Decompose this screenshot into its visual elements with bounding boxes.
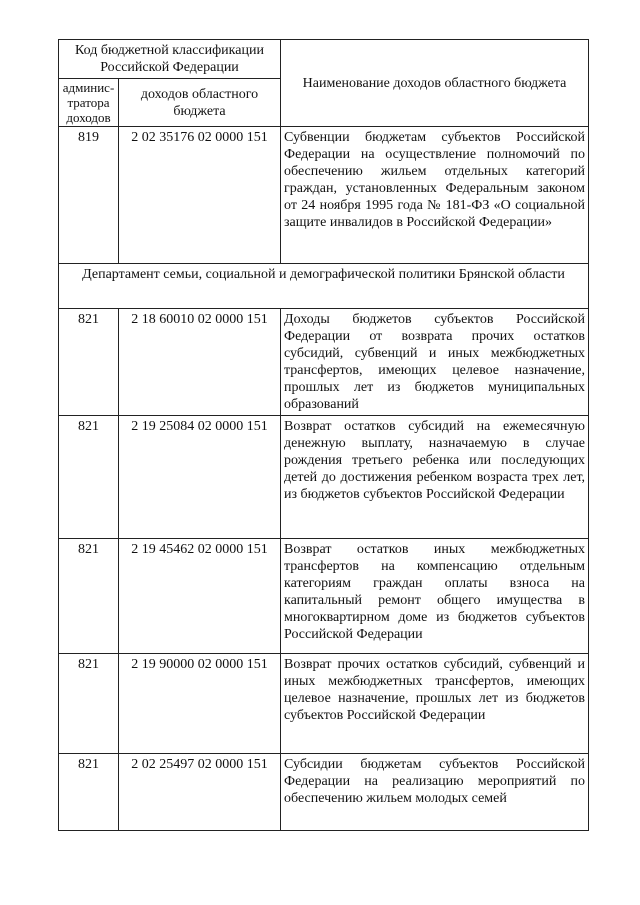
revenue-code-cell: 2 19 25084 02 0000 151 <box>119 416 281 539</box>
admin-code-cell: 821 <box>59 416 119 539</box>
admin-code-cell: 821 <box>59 539 119 654</box>
admin-code-cell: 821 <box>59 309 119 416</box>
revenue-code-cell: 2 02 25497 02 0000 151 <box>119 754 281 831</box>
budget-classification-table <box>58 39 589 831</box>
section-header-row <box>59 264 589 309</box>
revenue-name-cell: Возврат остатков иных межбюджетных трансфертов на компенсацию отдельным категориям граждан оплаты взноса на капитальный ремонт общего имущества в многоквартирном доме из бюджетов субъектов Российской Федерации <box>281 539 589 654</box>
table-row <box>59 754 589 831</box>
table-row <box>59 309 589 416</box>
revenue-name-cell: Доходы бюджетов субъектов Российской Федерации от возврата прочих остатков субсидий, субвенций и иных межбюджетных трансфертов, имеющих целевое назначение, прошлых лет из бюджетов муниципальных образований <box>281 309 589 416</box>
code-group-header: Код бюджетной классификации Российской Федерации <box>59 40 281 79</box>
header-row-group <box>59 40 589 79</box>
revenue-name-cell: Возврат прочих остатков субсидий, субвенций и иных межбюджетных трансфертов, имеющих целевое назначение, прошлых лет из бюджетов субъектов Российской Федерации <box>281 654 589 754</box>
section-title: Департамент семьи, социальной и демографической политики Брянской области <box>59 264 589 309</box>
revenue-name-cell: Возврат остатков субсидий на ежемесячную денежную выплату, назначаемую в случае рождения третьего ребенка или последующих детей до достижения ребенком возраста трех лет, из бюджетов субъектов Российской Федерации <box>281 416 589 539</box>
revenue-code-cell: 2 19 90000 02 0000 151 <box>119 654 281 754</box>
revenue-code-cell: 2 02 35176 02 0000 151 <box>119 127 281 264</box>
table-row <box>59 416 589 539</box>
table-row <box>59 539 589 654</box>
revenue-code-column-header: доходов областного бюджета <box>119 79 281 127</box>
revenue-name-cell: Субсидии бюджетам субъектов Российской Федерации на реализацию мероприятий по обеспечению жильем молодых семей <box>281 754 589 831</box>
table-row <box>59 654 589 754</box>
admin-code-cell: 819 <box>59 127 119 264</box>
revenue-code-cell: 2 18 60010 02 0000 151 <box>119 309 281 416</box>
admin-code-cell: 821 <box>59 754 119 831</box>
revenue-code-cell: 2 19 45462 02 0000 151 <box>119 539 281 654</box>
revenue-name-cell: Субвенции бюджетам субъектов Российской Федерации на осуществление полномочий по обеспечению жильем отдельных категорий граждан, установленных Федеральным законом от 24 ноября 1995 года № 181-ФЗ «О социальной защите инвалидов в Российской Федерации» <box>281 127 589 264</box>
name-column-header: Наименование доходов областного бюджета <box>281 40 589 127</box>
admin-code-cell: 821 <box>59 654 119 754</box>
table-row <box>59 127 589 264</box>
admin-column-header: админис-тратора доходов <box>59 79 119 127</box>
